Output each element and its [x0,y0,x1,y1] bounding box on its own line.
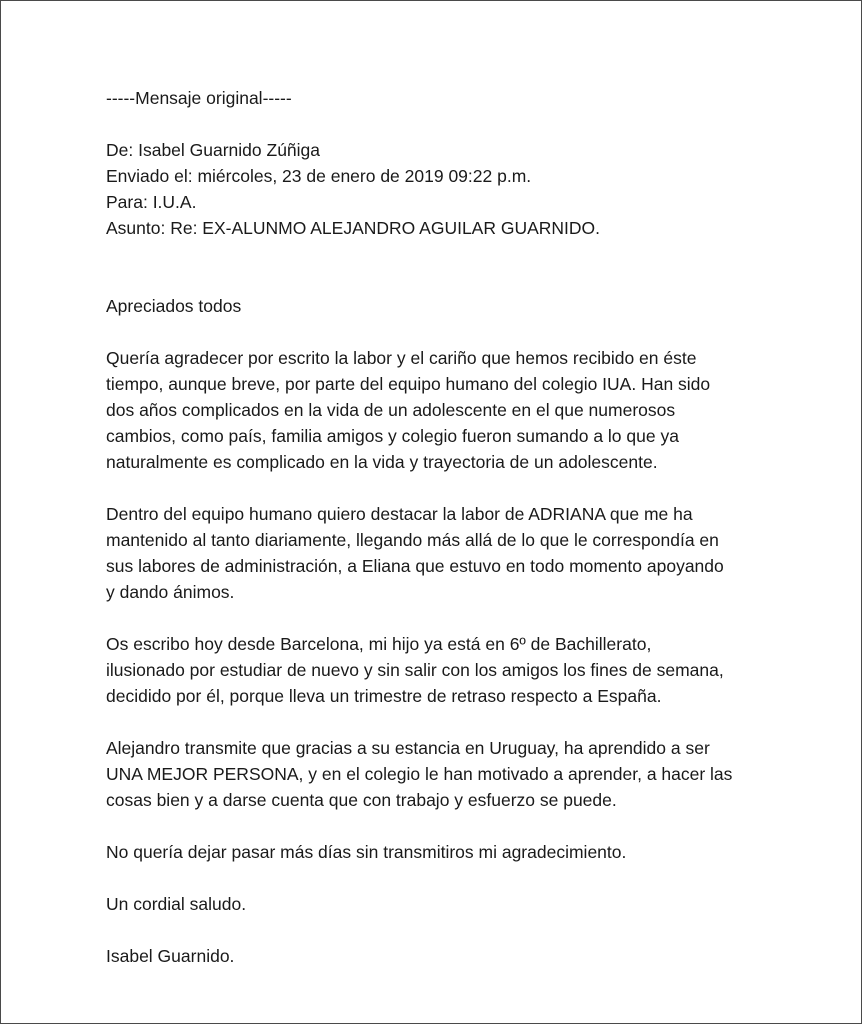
paragraph-line: dos años complicados en la vida de un adolescente en el que numerosos [106,400,676,420]
paragraph-line: No quería dejar pasar más días sin transmitiros mi agradecimiento. [106,842,627,862]
paragraph-team [106,501,826,605]
closing: Un cordial saludo. [106,894,247,914]
paragraph-line: decidido por él, porque lleva un trimestre de retraso respecto a España. [106,686,662,706]
paragraph-line: Os escribo hoy desde Barcelona, mi hijo ya está en 6º de Bachillerato, [106,634,652,654]
paragraph-line: Quería agradecer por escrito la labor y el cariño que hemos recibido en éste [106,348,697,368]
paragraph-line: cosas bien y a darse cuenta que con trabajo y esfuerzo se puede. [106,790,617,810]
paragraph-line: mantenido al tanto diariamente, llegando más allá de lo que le correspondía en [106,530,719,550]
paragraph-gratitude [106,345,826,475]
paragraph-line: tiempo, aunque breve, por parte del equipo humano del colegio IUA. Han sido [106,374,711,394]
signature: Isabel Guarnido. [106,946,235,966]
paragraph-line: Dentro del equipo humano quiero destacar la labor de ADRIANA que me ha [106,504,693,524]
paragraph-line: y dando ánimos. [106,582,235,602]
from-line: De: Isabel Guarnido Zúñiga [106,140,321,160]
to-line: Para: I.U.A. [106,192,197,212]
paragraph-line: Alejandro transmite que gracias a su estancia en Uruguay, ha aprendido a ser [106,738,710,758]
paragraph-uruguay [106,735,826,813]
subject-line: Asunto: Re: EX-ALUNMO ALEJANDRO AGUILAR GUARNIDO. [106,218,601,238]
sent-line: Enviado el: miércoles, 23 de enero de 2019 09:22 p.m. [106,166,532,186]
paragraph-line: UNA MEJOR PERSONA, y en el colegio le han motivado a aprender, a hacer las [106,764,733,784]
paragraph-barcelona [106,631,826,709]
paragraph-thanks [106,839,826,865]
paragraph-line: ilusionado por estudiar de nuevo y sin salir con los amigos los fines de semana, [106,660,724,680]
paragraph-line: cambios, como país, familia amigos y colegio fueron sumando a lo que ya [106,426,679,446]
original-message-separator: -----Mensaje original----- [106,88,292,108]
paragraph-line: sus labores de administración, a Eliana que estuvo en todo momento apoyando [106,556,724,576]
greeting: Apreciados todos [106,296,242,316]
paragraph-line: naturalmente es complicado en la vida y trayectoria de un adolescente. [106,452,658,472]
letter-content [106,85,826,969]
